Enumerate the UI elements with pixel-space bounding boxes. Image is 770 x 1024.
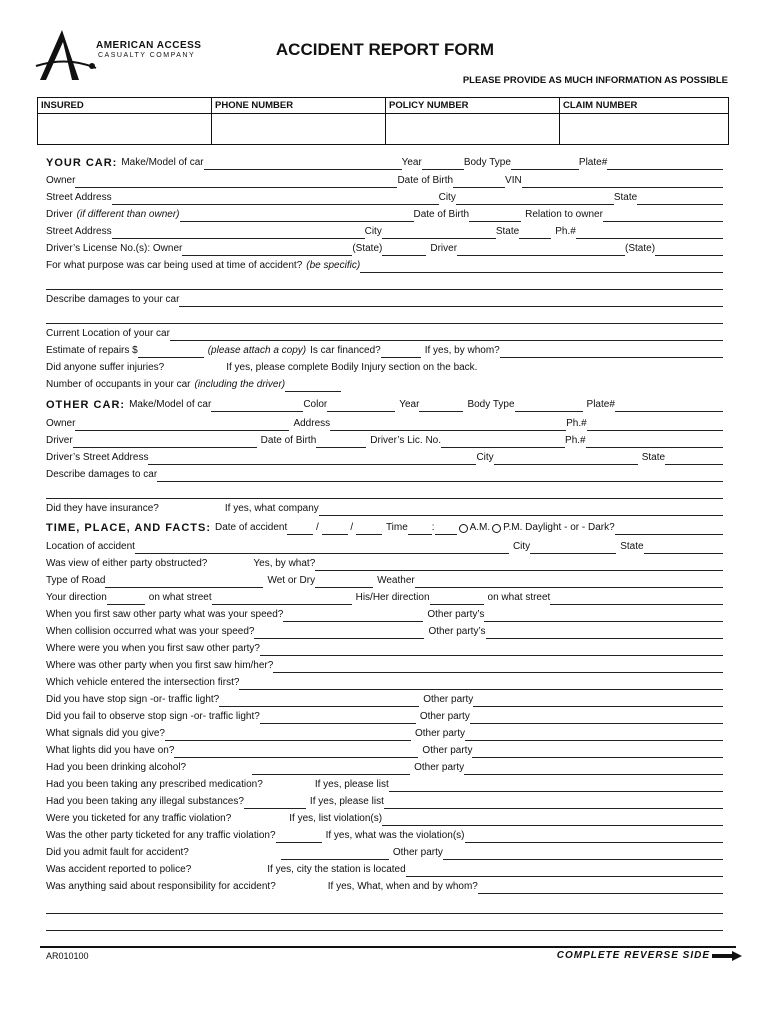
other-driver-label: Driver <box>46 435 73 446</box>
injuries-label: Did anyone suffer injuries? <box>46 362 165 373</box>
dob-field[interactable] <box>453 177 505 188</box>
accident-date-label: Date of accident <box>214 522 288 533</box>
other-ph2-field[interactable] <box>586 437 723 448</box>
other-ticketed-label: Was the other party ticketed for any traffic violation? <box>46 830 276 841</box>
accident-location-label: Location of accident <box>46 541 135 552</box>
complete-reverse-side: COMPLETE REVERSE SIDE <box>556 950 710 961</box>
road-type-label: Type of Road <box>46 575 106 586</box>
other-address-label: Address <box>293 418 331 429</box>
police-label: Was accident reported to police? <box>46 864 192 875</box>
signals-label: What signals did you give? <box>46 728 165 739</box>
illegal-label: Had you been taking any illegal substances? <box>46 796 244 807</box>
other-color-field[interactable] <box>327 401 395 412</box>
other-state-label: State <box>641 452 666 463</box>
others-speed-coll-label: Other party’s <box>428 626 486 637</box>
other-make-field[interactable] <box>211 401 303 412</box>
said-by-label: If yes, What, when and by whom? <box>327 881 478 892</box>
dob-label: Date of Birth <box>397 175 454 186</box>
driver-state-label: State <box>495 226 520 237</box>
owner-label: Owner <box>46 175 76 186</box>
your-car-row-3 <box>46 191 723 205</box>
company-field[interactable] <box>319 505 723 516</box>
am-label: A.M. <box>469 522 491 533</box>
relation-label: Relation to owner <box>525 209 603 220</box>
estimate-label: Estimate of repairs $ <box>46 345 138 356</box>
said-label: Was anything said about responsibility for accident? <box>46 881 276 892</box>
your-car-row-6 <box>46 242 723 256</box>
form-code: AR010100 <box>46 951 89 961</box>
station-label: If yes, city the station is located <box>267 864 406 875</box>
ticketed-list-label: If yes, list violation(s) <box>289 813 383 824</box>
accident-city-label: City <box>512 541 531 552</box>
other-damages-label: Describe damages to car <box>46 469 158 480</box>
financed-by-label: If yes, by whom? <box>424 345 500 356</box>
lights-label: What lights did you have on? <box>46 745 175 756</box>
facts-row-15 <box>46 761 723 775</box>
relation-field[interactable] <box>603 211 723 222</box>
others-speed-saw-label: Other party’s <box>427 609 485 620</box>
wet-dry-field[interactable] <box>315 577 373 588</box>
station-field[interactable] <box>406 866 723 877</box>
purpose-label: For what purpose was car being used at time of accident? <box>46 260 303 271</box>
her-street-label: on what street <box>487 592 551 603</box>
other-car-row-2 <box>46 417 723 431</box>
intersection-field[interactable] <box>239 679 723 690</box>
stop-sign-other-field[interactable] <box>473 696 723 707</box>
her-direction-label: His/Her direction <box>355 592 430 603</box>
facts-row-14 <box>46 744 723 758</box>
facts-row-7 <box>46 625 723 639</box>
admit-fault-other-field[interactable] <box>443 849 723 860</box>
driver-state-field[interactable] <box>519 228 551 239</box>
other-plate-field[interactable] <box>615 401 723 412</box>
body-type-field[interactable] <box>511 159 579 170</box>
other-car-row-4 <box>46 451 723 465</box>
other-violation-label: If yes, what was the violation(s) <box>325 830 465 841</box>
pm-checkbox[interactable] <box>492 524 501 533</box>
other-street-field[interactable] <box>148 454 476 465</box>
occupants-note: (including the driver) <box>194 379 286 390</box>
claim-header: CLAIM NUMBER <box>560 98 728 114</box>
speed-coll-field[interactable] <box>254 628 424 639</box>
driver-dob-field[interactable] <box>469 211 521 222</box>
other-year-field[interactable] <box>419 401 463 412</box>
facts-row-21 <box>46 863 723 877</box>
said-continuation-1 <box>46 900 723 914</box>
your-street-label: on what street <box>148 592 212 603</box>
other-car-row-6 <box>46 502 723 516</box>
said-field-2[interactable] <box>46 903 723 914</box>
illegal-list-field[interactable] <box>384 798 723 809</box>
time-hour-field[interactable] <box>408 524 432 535</box>
facts-row-6 <box>46 608 723 622</box>
facts-row-12 <box>46 710 723 724</box>
location-label: Current Location of your car <box>46 328 170 339</box>
drinking-label: Had you been drinking alcohol? <box>46 762 187 773</box>
other-city-label: City <box>476 452 494 463</box>
other-city-field[interactable] <box>494 454 638 465</box>
driver-label: Driver <box>46 209 73 220</box>
driver-note: (if different than owner) <box>76 209 180 220</box>
her-direction-field[interactable] <box>430 594 484 605</box>
driver-city-field[interactable] <box>382 228 496 239</box>
form-subtitle: PLEASE PROVIDE AS MUCH INFORMATION AS POSSIBLE <box>462 75 728 86</box>
street-field[interactable] <box>112 194 439 205</box>
your-car-row-1 <box>46 156 723 170</box>
signals-field[interactable] <box>165 730 411 741</box>
insurance-label: Did they have insurance? <box>46 503 159 514</box>
drinking-other-field[interactable] <box>464 764 723 775</box>
your-car-row-5 <box>46 225 723 239</box>
your-car-row-9 <box>46 327 723 341</box>
admit-fault-other-label: Other party <box>392 847 443 858</box>
weather-field[interactable] <box>415 577 723 588</box>
other-ph-label: Ph.# <box>566 418 587 429</box>
purpose-note: (be specific) <box>306 260 361 271</box>
fail-observe-label: Did you fail to observe stop sign -or- traffic light? <box>46 711 260 722</box>
facts-row-9 <box>46 659 723 673</box>
illegal-list-label: If yes, please list <box>309 796 384 807</box>
license-owner-state-label: (State) <box>352 243 383 254</box>
facts-row-8 <box>46 642 723 656</box>
owner-field[interactable] <box>75 177 397 188</box>
admit-fault-field[interactable] <box>281 849 389 860</box>
road-type-field[interactable] <box>105 577 263 588</box>
accident-year-field[interactable] <box>356 524 382 535</box>
by-what-field[interactable] <box>315 560 723 571</box>
time-label: Time <box>385 522 408 533</box>
lights-other-field[interactable] <box>472 747 723 758</box>
medication-label: Had you been taking any prescribed medication? <box>46 779 263 790</box>
other-plate-label: Plate# <box>586 399 615 410</box>
insured-column[interactable] <box>38 98 212 144</box>
facts-row-19 <box>46 829 723 843</box>
occupants-field[interactable] <box>285 381 341 392</box>
facts-row-18 <box>46 812 723 826</box>
where-other-label: Where was other party when you first saw him/her? <box>46 660 274 671</box>
signals-other-field[interactable] <box>465 730 723 741</box>
where-you-field[interactable] <box>260 645 723 656</box>
lights-field[interactable] <box>174 747 418 758</box>
license-driver-state-field[interactable] <box>655 245 723 256</box>
driver-ph-label: Ph.# <box>555 226 576 237</box>
other-make-label: Make/Model of car <box>129 399 212 410</box>
other-damages-field[interactable] <box>157 471 723 482</box>
state-label: State <box>613 192 638 203</box>
other-damages-field-2[interactable] <box>46 488 723 499</box>
facts-row-10 <box>46 676 723 690</box>
other-lic-label: Driver’s Lic. No. <box>370 435 442 446</box>
stop-sign-other-label: Other party <box>423 694 474 705</box>
accident-day-field[interactable] <box>322 524 348 535</box>
your-car-row-2 <box>46 174 723 188</box>
policy-header: POLICY NUMBER <box>386 98 559 114</box>
driver-ph-field[interactable] <box>576 228 723 239</box>
other-lic-field[interactable] <box>441 437 565 448</box>
license-driver-field[interactable] <box>457 245 625 256</box>
your-car-row-7 <box>46 259 723 273</box>
daylight-field[interactable] <box>615 524 723 535</box>
your-car-row-4 <box>46 208 723 222</box>
time-min-field[interactable] <box>435 524 457 535</box>
fail-observe-other-label: Other party <box>419 711 470 722</box>
where-you-label: Where were you when you first saw other party? <box>46 643 260 654</box>
your-car-row-8 <box>46 293 723 307</box>
said-by-field[interactable] <box>478 883 723 894</box>
other-body-label: Body Type <box>467 399 515 410</box>
weather-label: Weather <box>377 575 415 586</box>
make-model-field[interactable] <box>204 159 402 170</box>
your-car-heading: YOUR CAR: <box>46 157 118 169</box>
purpose-continuation <box>46 276 723 290</box>
arrow-right-icon <box>712 951 742 961</box>
driver-dob-label: Date of Birth <box>413 209 470 220</box>
claim-column[interactable] <box>560 98 728 144</box>
others-speed-saw-field[interactable] <box>484 611 723 622</box>
lights-other-label: Other party <box>422 745 473 756</box>
financed-label: Is car financed? <box>310 345 381 356</box>
facts-row-13 <box>46 727 723 741</box>
obstructed-label: Was view of either party obstructed? <box>46 558 208 569</box>
fail-observe-other-field[interactable] <box>470 713 723 724</box>
other-dob-field[interactable] <box>316 437 366 448</box>
facts-row-3 <box>46 557 723 571</box>
insured-header: INSURED <box>38 98 211 114</box>
body-type-label: Body Type <box>463 157 511 168</box>
pm-label: P.M. Daylight - or - Dark? <box>503 522 615 533</box>
state-field[interactable] <box>637 194 723 205</box>
said-continuation-2 <box>46 917 723 931</box>
facts-row-17 <box>46 795 723 809</box>
other-damages-continuation <box>46 485 723 499</box>
location-field[interactable] <box>170 330 723 341</box>
form-title: ACCIDENT REPORT FORM <box>275 40 495 59</box>
company-label: If yes, what company <box>224 503 319 514</box>
other-ph-field[interactable] <box>587 420 723 431</box>
driver-street-field[interactable] <box>112 228 365 239</box>
other-violation-field[interactable] <box>465 832 723 843</box>
accident-state-label: State <box>620 541 644 552</box>
facts-row-1: TIME, PLACE, AND FACTS: Date of accident / / Time : A.M. P.M. Daylight - or - Dark? <box>46 521 723 535</box>
license-driver-state-label: (State) <box>625 243 656 254</box>
other-color-label: Color <box>303 399 328 410</box>
accident-state-field[interactable] <box>644 543 723 554</box>
damages-continuation <box>46 310 723 324</box>
facts-row-4 <box>46 574 723 588</box>
license-owner-label: Driver’s License No.(s): Owner <box>46 243 183 254</box>
financed-field[interactable] <box>381 347 421 358</box>
illegal-field[interactable] <box>244 798 306 809</box>
year-field[interactable] <box>422 159 464 170</box>
your-car-row-12 <box>46 378 723 392</box>
facts-row-11 <box>46 693 723 707</box>
other-ph2-label: Ph.# <box>565 435 586 446</box>
plate-field[interactable] <box>607 159 723 170</box>
facts-row-2 <box>46 540 723 554</box>
footer-rule <box>40 946 736 948</box>
other-car-row-1 <box>46 398 723 412</box>
year-label: Year <box>401 157 422 168</box>
speed-saw-label: When you first saw other party what was your speed? <box>46 609 284 620</box>
other-street-label: Driver’s Street Address <box>46 452 149 463</box>
driver-city-label: City <box>364 226 382 237</box>
other-car-row-5 <box>46 468 723 482</box>
facts-row-20 <box>46 846 723 860</box>
license-driver-label: Driver <box>430 243 458 254</box>
where-other-field[interactable] <box>273 662 723 673</box>
other-car-heading: OTHER CAR: <box>46 399 126 411</box>
street-label: Street Address <box>46 192 112 203</box>
estimate-note: (please attach a copy) <box>207 345 307 356</box>
damages-field-2[interactable] <box>46 313 723 324</box>
by-what-label: Yes, by what? <box>253 558 316 569</box>
policy-column[interactable] <box>386 98 560 144</box>
header-table <box>37 97 729 145</box>
other-state-field[interactable] <box>665 454 723 465</box>
your-car-row-10 <box>46 344 723 358</box>
signals-other-label: Other party <box>414 728 465 739</box>
stop-sign-field[interactable] <box>219 696 419 707</box>
other-driver-field[interactable] <box>73 437 257 448</box>
intersection-label: Which vehicle entered the intersection first? <box>46 677 240 688</box>
financed-by-field[interactable] <box>500 347 723 358</box>
other-address-field[interactable] <box>330 420 566 431</box>
drinking-other-label: Other party <box>414 762 465 773</box>
city-field[interactable] <box>456 194 614 205</box>
purpose-field[interactable] <box>360 262 723 273</box>
facts-row-22 <box>46 880 723 894</box>
estimate-field[interactable] <box>138 347 204 358</box>
other-body-field[interactable] <box>515 401 583 412</box>
other-year-label: Year <box>399 399 420 410</box>
others-speed-coll-field[interactable] <box>486 628 724 639</box>
other-owner-label: Owner <box>46 418 76 429</box>
make-model-label: Make/Model of car <box>121 157 204 168</box>
speed-saw-field[interactable] <box>283 611 423 622</box>
her-street-field[interactable] <box>550 594 723 605</box>
medication-list-field[interactable] <box>389 781 723 792</box>
wet-dry-label: Wet or Dry <box>267 575 316 586</box>
phone-header: PHONE NUMBER <box>212 98 385 114</box>
other-dob-label: Date of Birth <box>260 435 317 446</box>
your-car-row-11 <box>46 361 723 375</box>
your-direction-field[interactable] <box>107 594 145 605</box>
drinking-field[interactable] <box>252 764 410 775</box>
your-direction-label: Your direction <box>46 592 107 603</box>
said-field-3[interactable] <box>46 920 723 931</box>
accident-city-field[interactable] <box>530 543 616 554</box>
accident-location-field[interactable] <box>135 543 509 554</box>
accident-month-field[interactable] <box>287 524 313 535</box>
ticketed-list-field[interactable] <box>382 815 723 826</box>
stop-sign-label: Did you have stop sign -or- traffic light? <box>46 694 220 705</box>
city-label: City <box>438 192 456 203</box>
facts-heading: TIME, PLACE, AND FACTS: <box>46 522 211 534</box>
medication-list-label: If yes, please list <box>314 779 389 790</box>
purpose-field-2[interactable] <box>46 279 723 290</box>
am-checkbox[interactable] <box>459 524 468 533</box>
driver-street-label: Street Address <box>46 226 112 237</box>
damages-field[interactable] <box>179 296 723 307</box>
speed-coll-label: When collision occurred what was your speed? <box>46 626 255 637</box>
facts-row-5 <box>46 591 723 605</box>
damages-label: Describe damages to your car <box>46 294 180 305</box>
admit-fault-label: Did you admit fault for accident? <box>46 847 189 858</box>
vin-field[interactable] <box>522 177 723 188</box>
logo-company-name: AMERICAN ACCESS <box>96 40 202 51</box>
other-owner-field[interactable] <box>75 420 289 431</box>
logo-company-subtitle: CASUALTY COMPANY <box>98 52 196 59</box>
occupants-label: Number of occupants in your car <box>46 379 191 390</box>
phone-column[interactable] <box>212 98 386 144</box>
plate-label: Plate# <box>578 157 608 168</box>
your-street-field[interactable] <box>212 594 352 605</box>
facts-row-16 <box>46 778 723 792</box>
other-ticketed-field[interactable] <box>276 832 322 843</box>
fail-observe-field[interactable] <box>260 713 416 724</box>
license-owner-state-field[interactable] <box>382 245 426 256</box>
other-car-row-3 <box>46 434 723 448</box>
ticketed-label: Were you ticketed for any traffic violation? <box>46 813 232 824</box>
driver-field[interactable] <box>180 211 414 222</box>
vin-label: VIN <box>505 175 522 186</box>
license-owner-field[interactable] <box>182 245 352 256</box>
injuries-note: If yes, please complete Bodily Injury section on the back. <box>226 362 478 373</box>
